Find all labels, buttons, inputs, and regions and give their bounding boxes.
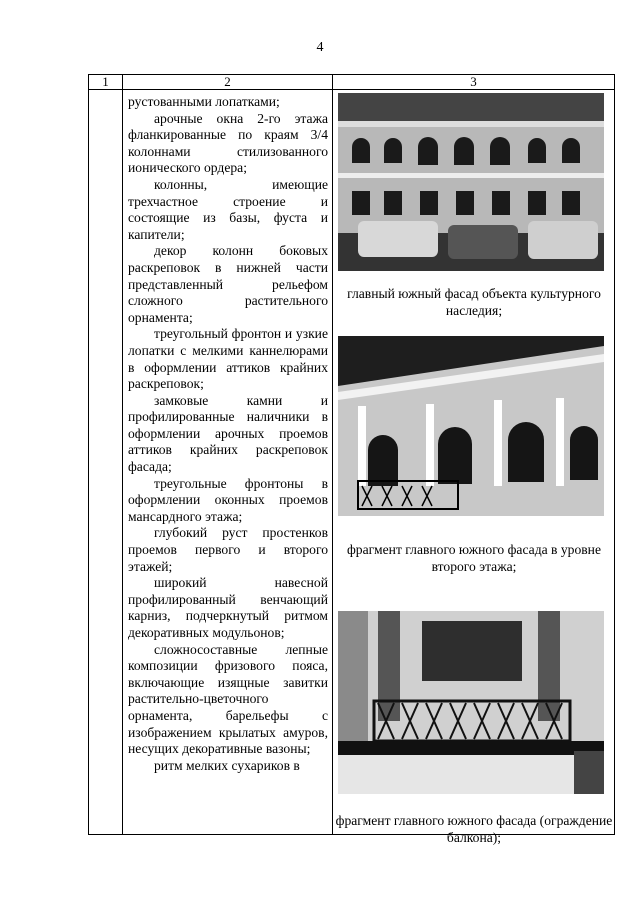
feature-item: широкий навесной профилированный венчающий карниз, подчеркнутый ритмом декоративных модульонов; bbox=[128, 575, 328, 640]
column-header-3: 3 bbox=[333, 75, 615, 90]
feature-item: треугольный фронтон и узкие лопатки с мелкими каннелюрами в оформлении аттиков крайних раскреповок; bbox=[128, 326, 328, 392]
column-header-1: 1 bbox=[89, 75, 123, 90]
balcony-photo bbox=[338, 611, 604, 794]
table-row bbox=[89, 90, 615, 835]
photos-cell bbox=[333, 90, 615, 845]
feature-item: ритм мелких сухариков в bbox=[154, 757, 300, 773]
features-cell bbox=[123, 90, 333, 835]
monument-features-table bbox=[88, 74, 615, 845]
feature-item: арочные окна 2-го этажа фланкированные по краям 3/4 колоннами стилизованного ионического ордера; bbox=[128, 110, 328, 176]
facade-photo bbox=[338, 93, 604, 271]
column-header-2: 2 bbox=[123, 75, 333, 90]
feature-item: колонны, имеющие трехчастное строение и состоящие из базы, фуста и капители; bbox=[128, 176, 328, 242]
feature-item: глубокий руст простенков проемов первого и второго этажей; bbox=[128, 525, 328, 574]
row-number-cell bbox=[89, 90, 123, 835]
feature-item: замковые камни и профилированные наличники в оформлении арочных проемов аттиков крайних раскреповок фасада; bbox=[128, 392, 328, 475]
photo-caption: фрагмент главного южного фасада (ограждение балкона); bbox=[335, 813, 613, 845]
facade-fragment-photo bbox=[338, 336, 604, 516]
feature-item: декор колонн боковых раскреповок в нижней части представленный рельефом сложного растительного орнамента; bbox=[128, 243, 328, 325]
feature-item: рустованными лопатками; bbox=[128, 94, 280, 109]
photo-caption: главный южный фасад объекта культурного наследия; bbox=[347, 286, 601, 318]
features-list bbox=[128, 94, 328, 774]
feature-item: треугольные фронтоны в оформлении оконных проемов мансардного этажа; bbox=[128, 475, 328, 524]
table-header-row bbox=[89, 75, 615, 90]
photo-caption: фрагмент главного южного фасада в уровне второго этажа; bbox=[347, 542, 601, 574]
page-number: 4 bbox=[316, 40, 324, 55]
feature-item: сложносоставные лепные композиции фризового пояса, включающие изящные завитки растительно-цветочного орнамента, барельефы с изображением крылатых амуров, несущих декоративные вазоны; bbox=[128, 641, 328, 757]
